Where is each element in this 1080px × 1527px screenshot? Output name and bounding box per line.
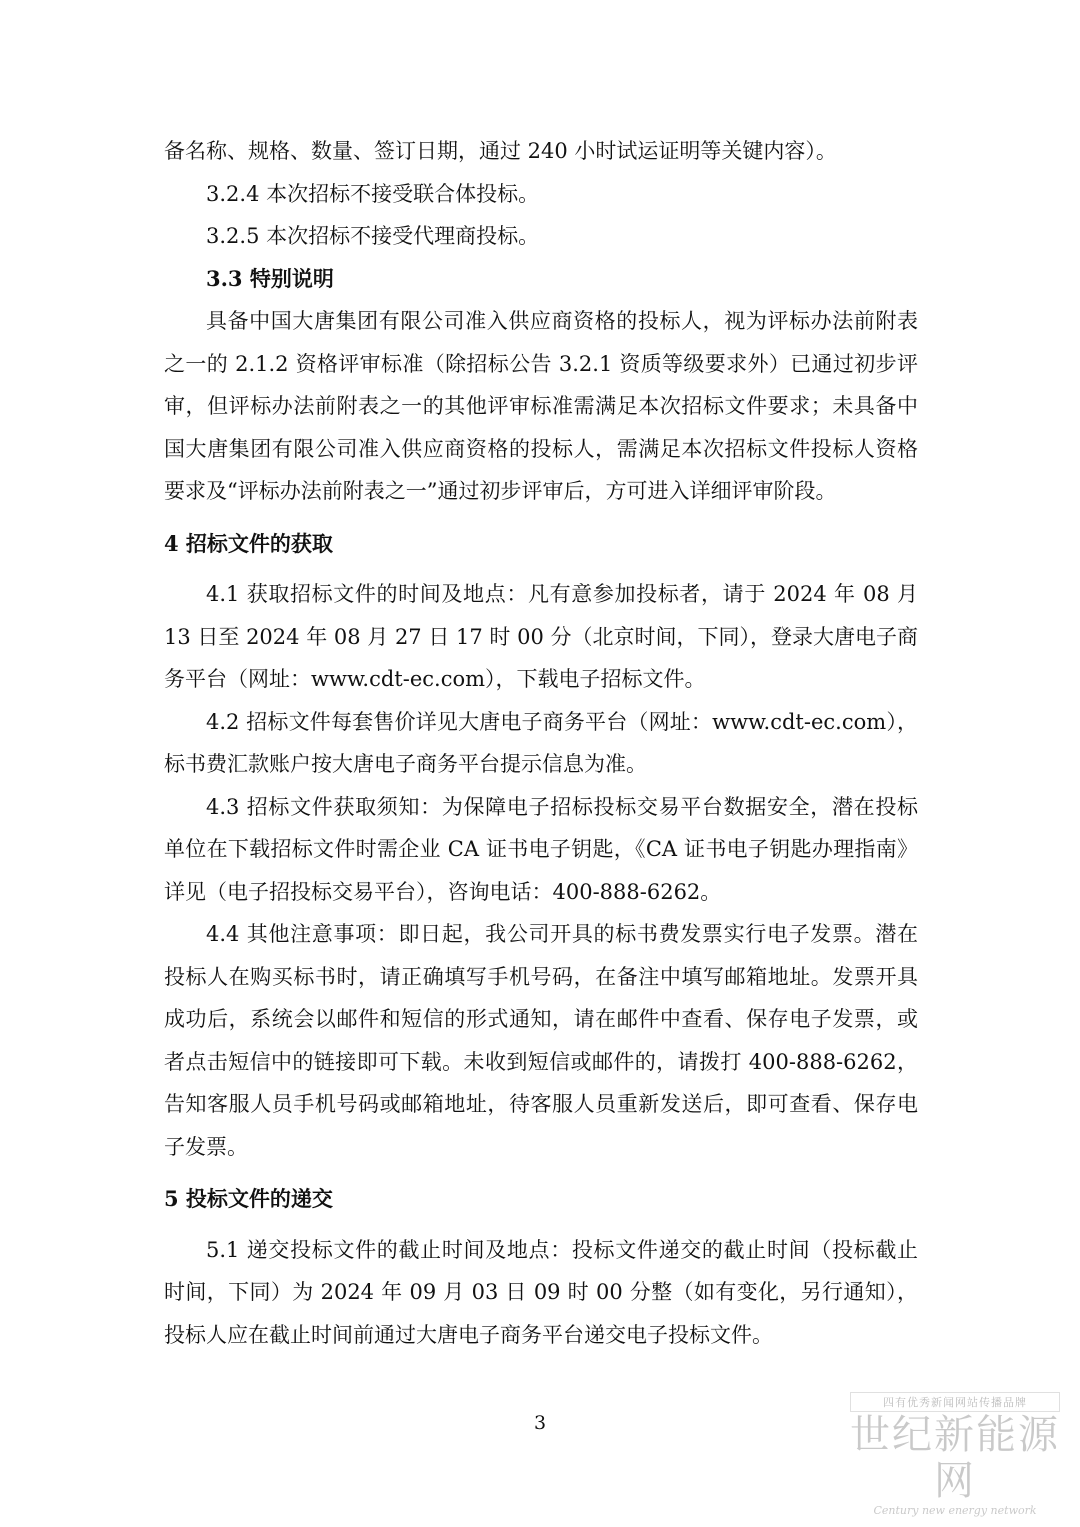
clause-4-1: 4.1 获取招标文件的时间及地点：凡有意参加投标者，请于 2024 年 08 月 13 日至 2024 年 08 月 27 日 17 时 00 分（北京时间，下同），登录大唐电子商务平台（网址：www.cdt-ec.com），下载电子招标文件。: [164, 582, 918, 691]
section-5-heading: 5 投标文件的递交: [164, 1186, 333, 1211]
page-number: 3: [533, 1412, 547, 1434]
site-watermark-logo: [850, 1392, 1060, 1517]
special-note-paragraph: 具备中国大唐集团有限公司准入供应商资格的投标人，视为评标办法前附表之一的 2.1.2 资格评审标准（除招标公告 3.2.1 资质等级要求外）已通过初步评审，但评标办法前附表之一的其他评审标准需满足本次招标文件要求；未具备中国大唐集团有限公司准入供应商资格的投标人，需满足本次招标文件投标人资格要求及“评标办法前附表之一”通过初步评审后，方可进入详细评审阶段。: [164, 309, 918, 503]
document-body: [164, 130, 918, 1356]
subheading-3-3: 3.3 特别说明: [206, 265, 334, 291]
paragraph-continuation: 备名称、规格、数量、签订日期，通过 240 小时试运证明等关键内容）。: [164, 139, 837, 163]
clause-4-3: 4.3 招标文件获取须知：为保障电子招标投标交易平台数据安全，潜在投标单位在下载招标文件时需企业 CA 证书电子钥匙，《CA 证书电子钥匙办理指南》详见（电子招投标交易平台），咨询电话：400-888-6262。: [164, 794, 918, 904]
clause-4-4: 4.4 其他注意事项：即日起，我公司开具的标书费发票实行电子发票。潜在投标人在购买标书时，请正确填写手机号码，在备注中填写邮箱地址。发票开具成功后，系统会以邮件和短信的形式通知，请在邮件中查看、保存电子发票，或者点击短信中的链接即可下载。未收到短信或邮件的，请拨打 400-888-6262，告知客服人员手机号码或邮箱地址，待客服人员重新发送后，即可查看、保存电子发票。: [164, 922, 918, 1159]
watermark-title: 世纪新能源网: [850, 1412, 1060, 1504]
watermark-tagline: 四有优秀新闻网站传播品牌: [850, 1392, 1060, 1412]
clause-4-2: 4.2 招标文件每套售价详见大唐电子商务平台（网址：www.cdt-ec.com），标书费汇款账户按大唐电子商务平台提示信息为准。: [164, 709, 918, 776]
clause-3-2-4: 3.2.4 本次招标不接受联合体投标。: [206, 181, 540, 206]
clause-3-2-5: 3.2.5 本次招标不接受代理商投标。: [206, 224, 540, 248]
section-4-heading: 4 招标文件的获取: [164, 530, 333, 556]
watermark-subtitle: Century new energy network: [873, 1504, 1037, 1517]
clause-5-1: 5.1 递交投标文件的截止时间及地点：投标文件递交的截止时间（投标截止时间，下同）为 2024 年 09 月 03 日 09 时 00 分整（如有变化，另行通知），投标人应在截止时间前通过大唐电子商务平台递交电子投标文件。: [164, 1237, 918, 1347]
